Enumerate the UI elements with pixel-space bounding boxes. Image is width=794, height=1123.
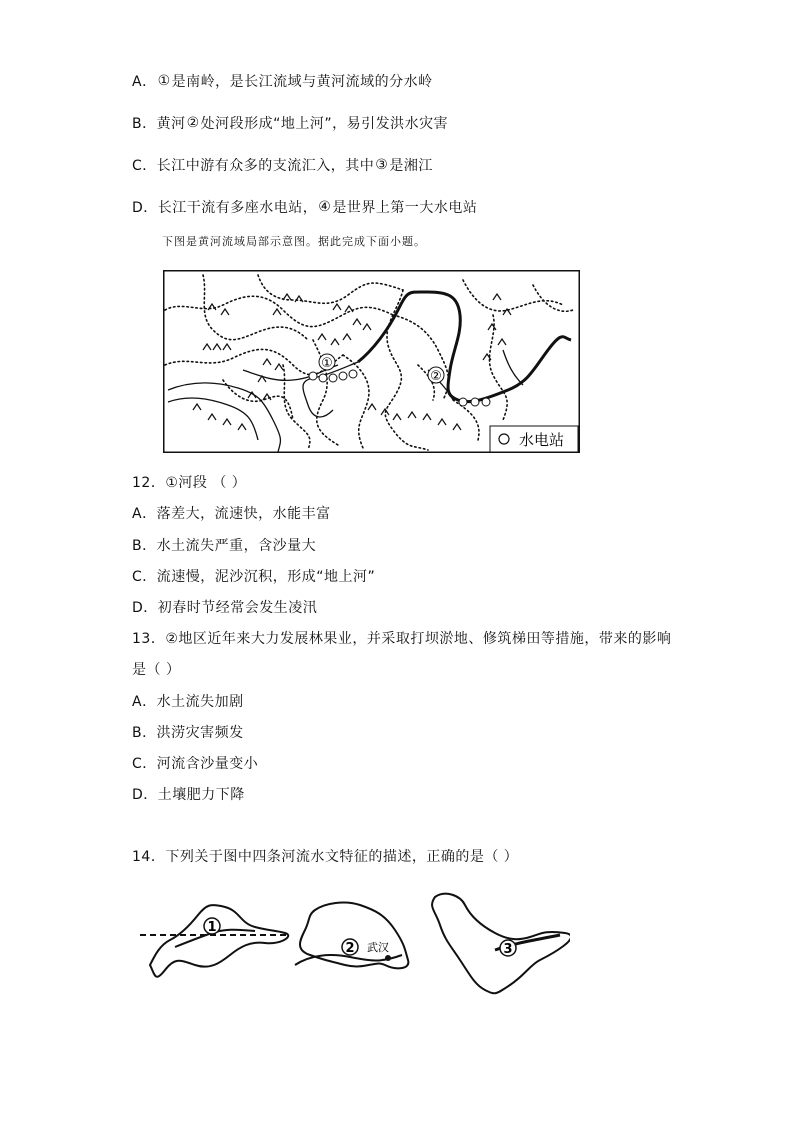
q13-option-d: D．土壤肥力下降 <box>132 787 245 803</box>
q11-option-b <box>132 115 448 133</box>
legend-label: 水电站 <box>519 431 565 449</box>
sun-icon <box>499 434 509 444</box>
q13-option-b: B．洪涝灾害频发 <box>132 725 244 741</box>
city-dot <box>385 955 391 961</box>
option-text: 是世界上第一大水电站 <box>332 200 478 216</box>
circled-number: ④ <box>318 199 332 215</box>
map-legend <box>490 426 578 452</box>
q12-option-c: C．流速慢，泥沙沉积，形成“地上河” <box>132 569 376 585</box>
river-basins-map <box>140 885 570 1005</box>
q12-option-d: D．初春时节经常会发生凌汛 <box>132 600 318 616</box>
question-text: 河段 （ ） <box>178 475 247 491</box>
q13-option-c: C．河流含沙量变小 <box>132 756 259 772</box>
map-label-1: ① <box>321 356 333 371</box>
option-prefix: C．长江中游有众多的支流汇入，其中 <box>132 158 375 174</box>
q11-option-a <box>132 73 433 91</box>
option-prefix: A． <box>132 74 157 90</box>
option-text: 是湘江 <box>389 158 433 174</box>
circled-number: ③ <box>375 157 389 173</box>
basin-label-3: 3 <box>503 942 513 957</box>
option-prefix: B．黄河 <box>132 116 186 132</box>
q13-stem-cont: 是（ ） <box>132 662 181 678</box>
q12-stem <box>132 474 246 492</box>
question-number: 12． <box>132 475 166 491</box>
q12-option-a: A．落差大，流速快，水能丰富 <box>132 506 331 522</box>
circled-number: ② <box>186 115 200 131</box>
circled-number: ② <box>165 631 179 647</box>
q13-option-a: A．水土流失加剧 <box>132 694 244 710</box>
basin-label-1: 1 <box>207 920 217 935</box>
q14-stem: 14．下列关于图中四条河流水文特征的描述，正确的是（ ） <box>132 849 519 865</box>
q11-option-d <box>132 199 477 217</box>
q11-option-c <box>132 157 433 175</box>
city-label-wuhan: 武汉 <box>367 941 389 954</box>
q13-stem <box>132 630 671 648</box>
option-text: 处河段形成“地上河”，易引发洪水灾害 <box>200 116 449 132</box>
map-caption: 下图是黄河流域局部示意图。据此完成下面小题。 <box>162 235 426 248</box>
map-label-2: ② <box>430 369 442 384</box>
q12-option-b: B．水土流失严重，含沙量大 <box>132 538 317 554</box>
yellow-river-map <box>163 270 580 453</box>
basin-label-2: 2 <box>345 941 355 956</box>
basin-1-outline <box>150 905 288 977</box>
circled-number: ① <box>157 73 171 89</box>
option-text: 是南岭，是长江流域与黄河流域的分水岭 <box>171 74 433 90</box>
question-number: 13． <box>132 631 166 647</box>
question-text: 地区近年来大力发展林果业，并采取打坝淤地、修筑梯田等措施，带来的影响 <box>178 631 672 647</box>
option-prefix: D．长江干流有多座水电站， <box>132 200 318 216</box>
circled-number: ① <box>165 475 179 491</box>
